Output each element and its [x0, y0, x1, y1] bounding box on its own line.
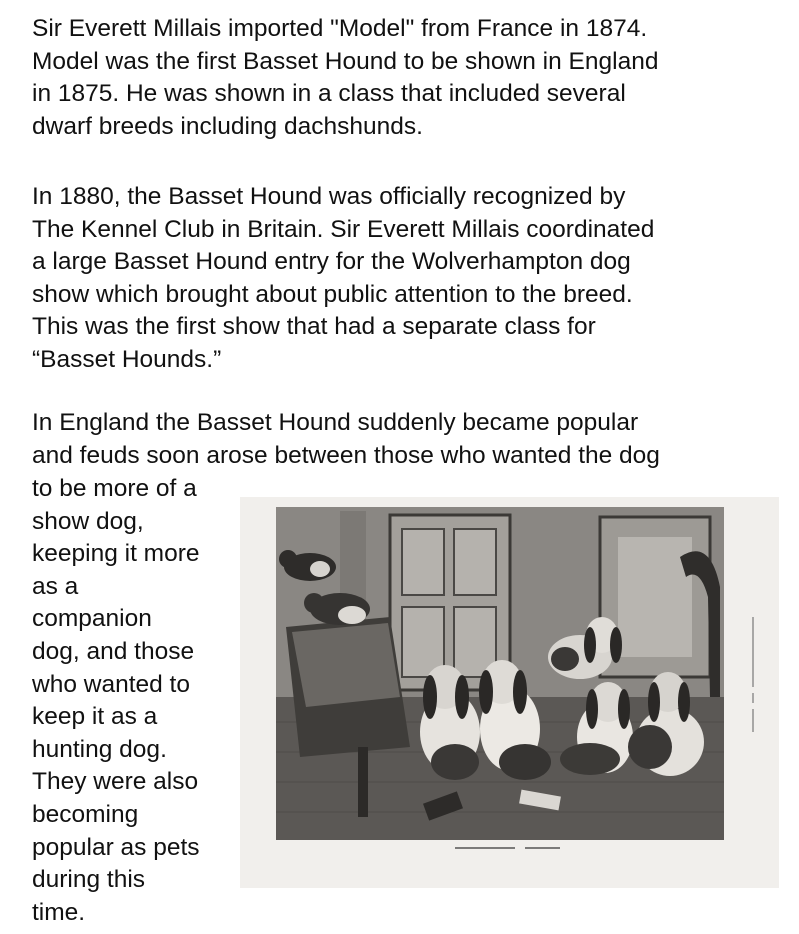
text-line: They were also	[32, 768, 199, 796]
text-line: time.	[32, 898, 86, 926]
text-line: a large Basset Hound entry for the Wolverhampton dog	[32, 248, 631, 276]
text-line: hunting dog.	[32, 735, 167, 763]
text-line: This was the first show that had a separate class for	[32, 313, 596, 341]
text-line: show dog,	[32, 507, 144, 535]
text-line: to be more of a	[32, 475, 197, 502]
text-line: In 1880, the Basset Hound was officially recognized by	[32, 183, 626, 210]
text-line: The Kennel Club in Britain. Sir Everett Millais coordinated	[32, 215, 655, 243]
text-line: as a	[32, 572, 79, 600]
text-line: and feuds soon arose between those who wanted the dog	[32, 441, 660, 469]
basset-hound-engraving	[240, 497, 779, 888]
text-line: popular as pets	[32, 833, 200, 861]
engraving-plate	[276, 507, 724, 840]
text-line: Model was the first Basset Hound to be shown in England	[32, 47, 659, 75]
paragraph-popularity-wrapped	[32, 473, 200, 929]
paragraph-popularity	[32, 407, 660, 472]
text-line: during this	[32, 866, 146, 894]
text-line: keep it as a	[32, 703, 158, 731]
text-line: becoming	[32, 800, 139, 828]
text-line: In England the Basset Hound suddenly became popular	[32, 409, 639, 436]
text-line: show which brought about public attention to the breed.	[32, 280, 633, 308]
text-line: keeping it more	[32, 540, 200, 568]
text-line: “Basset Hounds.”	[32, 345, 222, 373]
text-line: who wanted to	[32, 670, 190, 698]
text-line: dwarf breeds including dachshunds.	[32, 112, 423, 140]
paragraph-model-history	[32, 13, 658, 143]
paragraph-kennel-club	[32, 181, 654, 377]
text-line: companion	[32, 605, 152, 633]
text-line: in 1875. He was shown in a class that included several	[32, 80, 626, 108]
text-line: dog, and those	[32, 637, 195, 665]
text-line: Sir Everett Millais imported "Model" from France in 1874.	[32, 15, 648, 42]
